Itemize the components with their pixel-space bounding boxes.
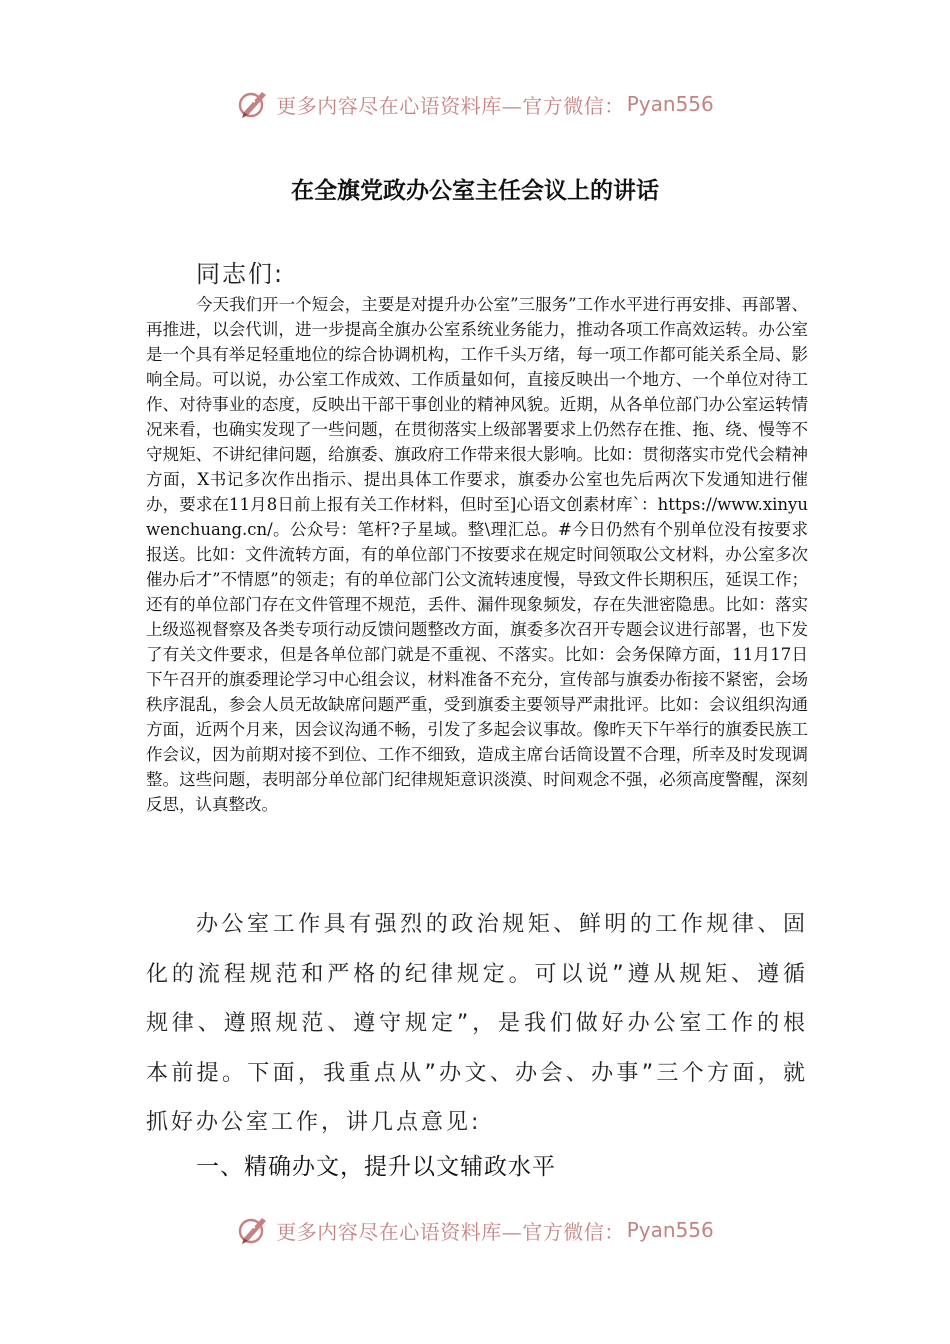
document-title: 在全旗党政办公室主任会议上的讲话: [291, 178, 659, 204]
watermark-banner-bottom: [0, 1208, 950, 1252]
pen-logo-icon: [236, 1212, 272, 1248]
watermark-text: 更多内容尽在心语资料库—官方微信：: [276, 93, 625, 118]
watermark-banner-top: [0, 82, 950, 126]
watermark-wechat-id: Pyan556: [626, 1218, 714, 1242]
pen-logo-icon: [236, 86, 272, 122]
body-paragraph-1: 今天我们开一个短会，主要是对提升办公室”三服务”工作水平进行再安排、再部署、再推进，以会代训，进一步提高全旗办公室系统业务能力，推动各项工作高效运转。办公室是一个具有举足轻重地位的综合协调机构，工作千头万绪，每一项工作都可能关系全局、影响全局。可以说，办公室工作成效、工作质量如何，直接反映出一个地方、一个单位对待工作、对待事业的态度，反映出干部干事创业的精神风貌。近期，从各单位部门办公室运转情况来看，也确实发现了一些问题，在贯彻落实上级部署要求上仍然存在推、拖、绕、慢等不守规矩、不讲纪律问题，给旗委、旗政府工作带来很大影响。比如：贯彻落实市党代会精神方面，X书记多次作出指示、提出具体工作要求，旗委办公室也先后两次下发通知进行催办，要求在11月8日前上报有关工作材料，但时至]心语文创素材库`：https://www.xinyuwenchuang.cn/。公众号：笔杆?子星域。整\理汇总。#今日仍然有个别单位没有按要求报送。比如：文件流转方面，有的单位部门不按要求在规定时间领取公文材料，办公室多次催办后才”不情愿”的领走；有的单位部门公文流转速度慢，导致文件长期积压，延误工作；还有的单位部门存在文件管理不规范，丢件、漏件现象频发，存在失泄密隐患。比如：落实上级巡视督察及各类专项行动反馈问题整改方面，旗委多次召开专题会议进行部署，也下发了有关文件要求，但是各单位部门就是不重视、不落实。比如：会务保障方面，11月17日下午召开的旗委理论学习中心组会议，材料准备不充分，宣传部与旗委办衔接不紧密，会场秩序混乱，参会人员无故缺席问题严重，受到旗委主要领导严肃批评。比如：会议组织沟通方面，近两个月来，因会议沟通不畅，引发了多起会议事故。像昨天下午举行的旗委民族工作会议，因为前期对接不到位、工作不细致，造成主席台话筒设置不合理，所幸及时发现调整。这些问题，表明部分单位部门纪律规矩意识淡漠、时间观念不强，必须高度警醒，深刻反思，认真整改。: [146, 295, 808, 814]
salutation: 同志们:: [196, 260, 285, 288]
section-heading-1: 一、精确办文，提升以文辅政水平: [196, 1154, 556, 1180]
body-paragraph-2: 办公室工作具有强烈的政治规矩、鲜明的工作规律、固化的流程规范和严格的纪律规定。可以说”遵从规矩、遵循规律、遵照规范、遵守规定”，是我们做好办公室工作的根本前提。下面，我重点从”办文、办会、办事”三个方面，就抓好办公室工作，讲几点意见:: [146, 912, 808, 1135]
watermark-text: 更多内容尽在心语资料库—官方微信：: [276, 1219, 625, 1244]
watermark-wechat-id: Pyan556: [626, 92, 714, 116]
